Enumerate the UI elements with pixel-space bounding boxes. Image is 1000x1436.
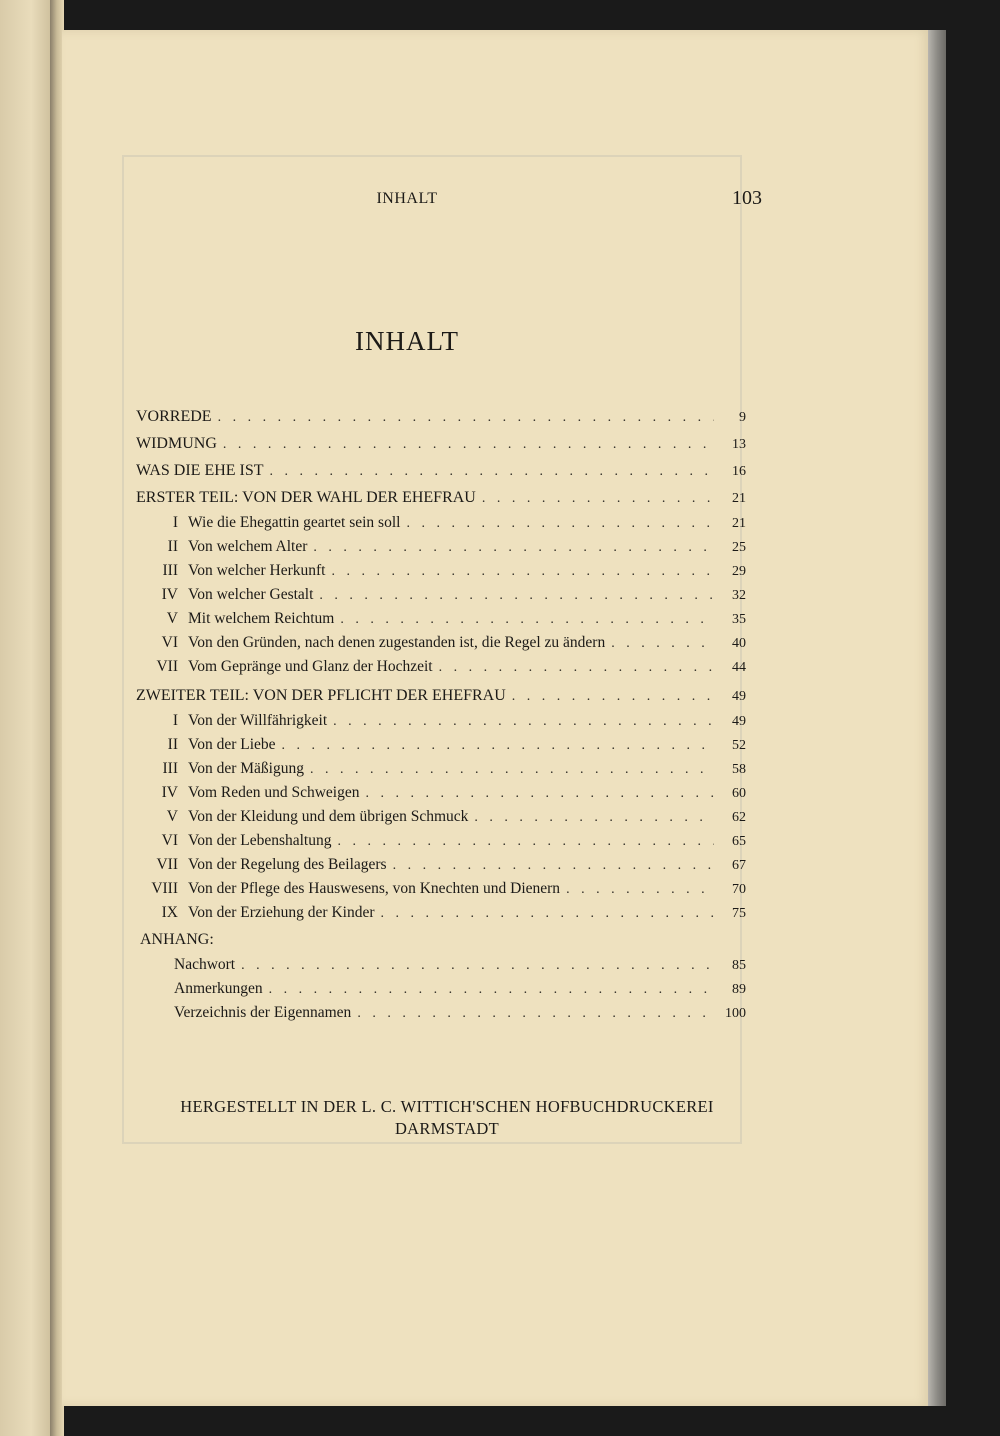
chapter-page: 70 bbox=[732, 882, 746, 897]
printer-colophon bbox=[142, 1096, 752, 1140]
toc-chapter bbox=[136, 607, 746, 631]
chapter-number: V bbox=[166, 610, 178, 627]
running-head: INHALT bbox=[376, 190, 438, 207]
chapter-number: VI bbox=[161, 832, 178, 849]
appendix-page: 100 bbox=[725, 1006, 746, 1021]
chapter-number: V bbox=[166, 808, 178, 825]
chapter-title: Von der Pflege des Hauswesens, von Knechten und Dienern bbox=[188, 880, 561, 897]
toc-chapter bbox=[136, 535, 746, 559]
dot-leader bbox=[319, 584, 714, 608]
chapter-number: VII bbox=[156, 658, 178, 675]
dot-leader bbox=[241, 954, 714, 978]
chapter-title: Von den Gründen, nach denen zugestanden ist, die Regel zu ändern bbox=[188, 634, 606, 651]
toc-chapter bbox=[136, 805, 746, 829]
toc-appendix-item bbox=[136, 977, 746, 1001]
toc-chapter bbox=[136, 877, 746, 901]
toc-appendix-item bbox=[136, 1001, 746, 1025]
toc-entry-label: WAS DIE EHE IST bbox=[136, 462, 264, 479]
chapter-page: 52 bbox=[732, 738, 746, 753]
dot-leader bbox=[365, 782, 714, 806]
dot-leader bbox=[223, 431, 714, 458]
dot-leader bbox=[611, 632, 714, 656]
appendix-title: Nachwort bbox=[174, 956, 236, 973]
dot-leader bbox=[270, 458, 714, 485]
toc-entry-label: ERSTER TEIL: VON DER WAHL DER EHEFRAU bbox=[136, 489, 476, 506]
chapter-number: IV bbox=[161, 586, 178, 603]
toc-chapter bbox=[136, 631, 746, 655]
dot-leader bbox=[218, 404, 714, 431]
chapter-number: VII bbox=[156, 856, 178, 873]
page-stack-edge bbox=[928, 30, 946, 1406]
chapter-page: 40 bbox=[732, 636, 746, 651]
chapter-title: Vom Reden und Schweigen bbox=[188, 784, 360, 801]
toc-chapter bbox=[136, 781, 746, 805]
dot-leader bbox=[406, 512, 714, 536]
toc-chapter bbox=[136, 829, 746, 853]
chapter-page: 49 bbox=[732, 714, 746, 729]
toc-entry-page: 9 bbox=[739, 410, 746, 425]
dot-leader bbox=[338, 830, 715, 854]
appendix-title: Verzeichnis der Eigennamen bbox=[174, 1004, 352, 1021]
dot-leader bbox=[313, 536, 714, 560]
chapter-number: I bbox=[172, 712, 178, 729]
chapter-page: 60 bbox=[732, 786, 746, 801]
chapter-page: 21 bbox=[732, 516, 746, 531]
toc-chapter bbox=[136, 709, 746, 733]
dot-leader bbox=[439, 656, 714, 680]
dot-leader bbox=[331, 560, 714, 584]
toc-entry-widmung bbox=[136, 430, 746, 457]
chapter-title: Von welchem Alter bbox=[188, 538, 308, 555]
chapter-number: II bbox=[167, 736, 178, 753]
chapter-number: II bbox=[167, 538, 178, 555]
appendix-page: 89 bbox=[732, 982, 746, 997]
toc-chapter bbox=[136, 583, 746, 607]
toc-appendix-item bbox=[136, 953, 746, 977]
toc-part-heading-erster-teil bbox=[136, 484, 746, 511]
toc-part-heading-zweiter-teil bbox=[136, 682, 746, 709]
toc-entry-page: 21 bbox=[732, 491, 746, 506]
toc-entry-was-die-ehe-ist bbox=[136, 457, 746, 484]
chapter-number: III bbox=[162, 760, 178, 777]
toc-entry-label: WIDMUNG bbox=[136, 435, 217, 452]
dot-leader bbox=[381, 902, 714, 926]
chapter-number: III bbox=[162, 562, 178, 579]
chapter-number: I bbox=[172, 514, 178, 531]
page-title: INHALT bbox=[355, 326, 459, 356]
chapter-title: Von der Liebe bbox=[188, 736, 276, 753]
dot-leader bbox=[269, 978, 714, 1002]
chapter-title: Von der Regelung des Beilagers bbox=[188, 856, 387, 873]
chapter-page: 44 bbox=[732, 660, 746, 675]
colophon-line-2: DARMSTADT bbox=[394, 1119, 500, 1138]
facing-page-edge bbox=[0, 0, 52, 1436]
chapter-page: 62 bbox=[732, 810, 746, 825]
toc-chapter bbox=[136, 757, 746, 781]
chapter-page: 25 bbox=[732, 540, 746, 555]
toc-section-anhang: ANHANG: bbox=[140, 931, 214, 948]
dot-leader bbox=[357, 1002, 714, 1026]
table-of-contents bbox=[136, 403, 746, 1025]
chapter-number: IX bbox=[161, 904, 178, 921]
dot-leader bbox=[512, 683, 714, 710]
toc-entry-page: 49 bbox=[732, 689, 746, 704]
toc-entry-page: 13 bbox=[732, 437, 746, 452]
chapter-number: VI bbox=[161, 634, 178, 651]
chapter-page: 75 bbox=[732, 906, 746, 921]
chapter-page: 58 bbox=[732, 762, 746, 777]
chapter-title: Von der Erziehung der Kinder bbox=[188, 904, 375, 921]
toc-chapter bbox=[136, 853, 746, 877]
toc-chapter bbox=[136, 511, 746, 535]
toc-chapter bbox=[136, 733, 746, 757]
dot-leader bbox=[566, 878, 714, 902]
chapter-number: VIII bbox=[151, 880, 178, 897]
appendix-page: 85 bbox=[732, 958, 746, 973]
dot-leader bbox=[474, 806, 714, 830]
dot-leader bbox=[340, 608, 714, 632]
appendix-title: Anmerkungen bbox=[174, 980, 263, 997]
chapter-page: 32 bbox=[732, 588, 746, 603]
toc-chapter bbox=[136, 655, 746, 679]
page-number: 103 bbox=[732, 187, 762, 209]
chapter-page: 29 bbox=[732, 564, 746, 579]
toc-chapter bbox=[136, 559, 746, 583]
toc-chapter bbox=[136, 901, 746, 925]
toc-entry-label: ZWEITER TEIL: VON DER PFLICHT DER EHEFRAU bbox=[136, 687, 506, 704]
chapter-page: 67 bbox=[732, 858, 746, 873]
dot-leader bbox=[482, 485, 714, 512]
toc-entry-page: 16 bbox=[732, 464, 746, 479]
dot-leader bbox=[310, 758, 714, 782]
chapter-title: Von der Mäßigung bbox=[188, 760, 304, 777]
dot-leader bbox=[393, 854, 714, 878]
dot-leader bbox=[333, 710, 714, 734]
chapter-page: 65 bbox=[732, 834, 746, 849]
chapter-title: Von welcher Gestalt bbox=[188, 586, 314, 603]
chapter-title: Vom Gepränge und Glanz der Hochzeit bbox=[188, 658, 433, 675]
chapter-page: 35 bbox=[732, 612, 746, 627]
toc-entry-label: VORREDE bbox=[136, 408, 212, 425]
chapter-title: Mit welchem Reichtum bbox=[188, 610, 335, 627]
chapter-title: Wie die Ehegattin geartet sein soll bbox=[188, 514, 401, 531]
book-page bbox=[62, 30, 930, 1406]
chapter-title: Von welcher Herkunft bbox=[188, 562, 326, 579]
colophon-line-1: HERGESTELLT IN DER L. C. WITTICH'SCHEN HOFBUCHDRUCKEREI bbox=[180, 1097, 714, 1116]
chapter-title: Von der Lebenshaltung bbox=[188, 832, 332, 849]
chapter-title: Von der Kleidung und dem übrigen Schmuck bbox=[188, 808, 469, 825]
chapter-number: IV bbox=[161, 784, 178, 801]
dot-leader bbox=[282, 734, 714, 758]
toc-entry-vorrede bbox=[136, 403, 746, 430]
chapter-title: Von der Willfährigkeit bbox=[188, 712, 328, 729]
